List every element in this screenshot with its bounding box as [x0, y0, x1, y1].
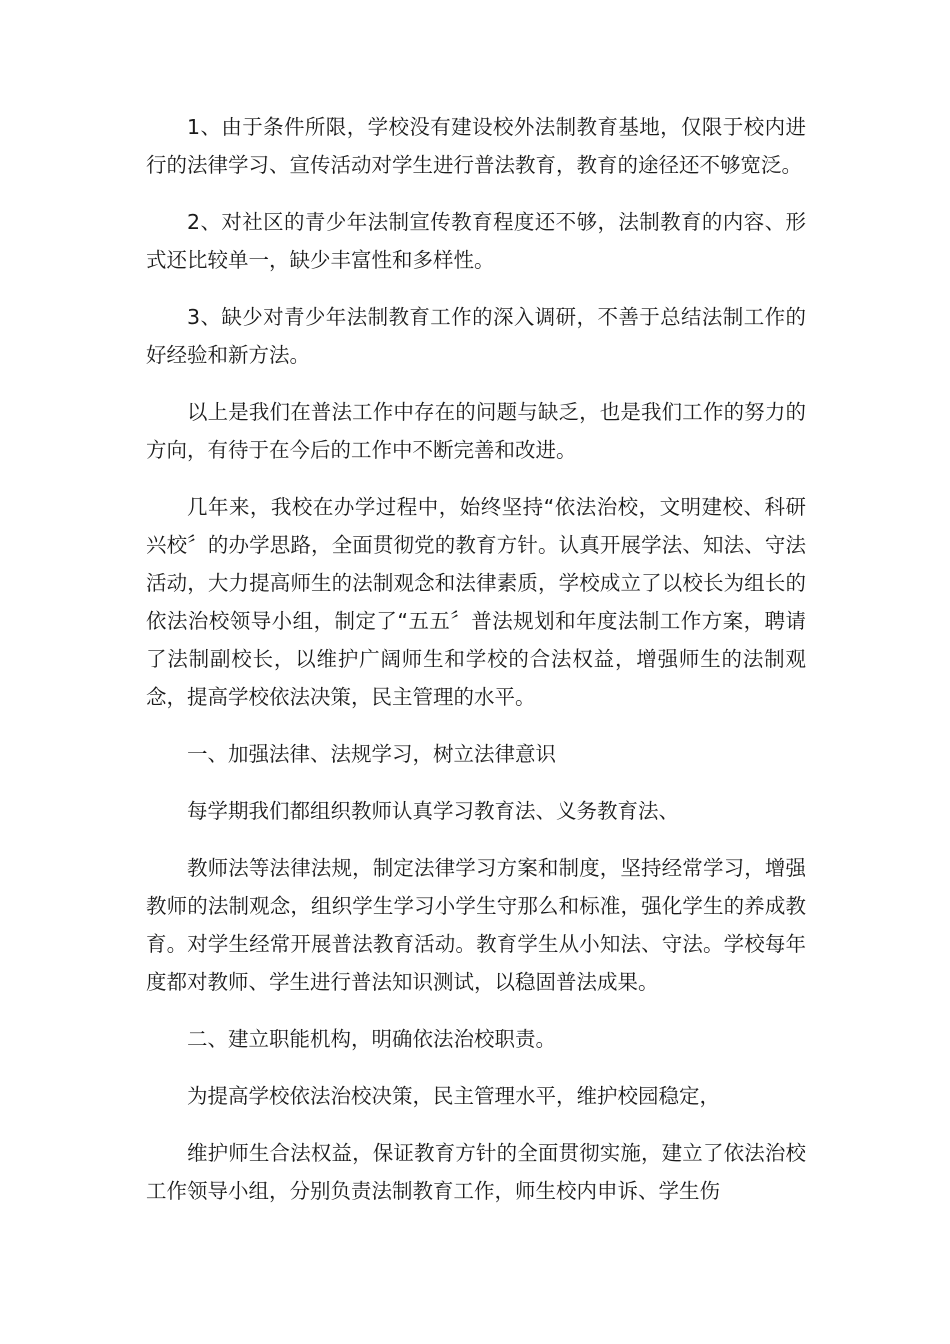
section-heading-1: 一、加强法律、法规学习，树立法律意识 [187, 742, 556, 766]
paragraph-governance-intro: 为提高学校依法治校决策，民主管理水平，维护校园稳定， [187, 1084, 720, 1108]
paragraph-study-intro: 每学期我们都组织教师认真学习教育法、义务教育法、 [187, 799, 679, 823]
section-heading-2: 二、建立职能机构，明确依法治校职责。 [187, 1027, 556, 1051]
paragraph-summary: 以上是我们在普法工作中存在的问题与缺乏，也是我们工作的努力的方向，有待于在今后的工作中不断完善和改进。 [146, 400, 806, 462]
paragraph-issue-2: 2、对社区的青少年法制宣传教育程度还不够，法制教育的内容、形式还比较单一，缺少丰富性和多样性。 [146, 210, 806, 272]
paragraph-issue-3: 3、缺少对青少年法制教育工作的深入调研，不善于总结法制工作的好经验和新方法。 [146, 305, 806, 367]
paragraph-overview: 几年来，我校在办学过程中，始终坚持“依法治校，文明建校、科研兴校〞的办学思路，全面贯彻党的教育方针。认真开展学法、知法、守法活动，大力提高师生的法制观念和法律素质，学校成立了以校长为组长的依法治校领导小组，制定了“五五〞普法规划和年度法制工作方案，聘请了法制副校长，以维护广阔师生和学校的合法权益，增强师生的法制观念，提高学校依法决策，民主管理的水平。 [146, 495, 806, 709]
paragraph-study-detail: 教师法等法律法规，制定法律学习方案和制度，坚持经常学习，增强教师的法制观念，组织学生学习小学生守那么和标准，强化学生的养成教育。对学生经常开展普法教育活动。教育学生从小知法、守法。学校每年度都对教师、学生进行普法知识测试，以稳固普法成果。 [146, 856, 806, 994]
paragraph-issue-1: 1、由于条件所限，学校没有建设校外法制教育基地，仅限于校内进行的法律学习、宣传活动对学生进行普法教育，教育的途径还不够宽泛。 [146, 115, 806, 177]
document-body [146, 108, 806, 1229]
paragraph-governance-detail: 维护师生合法权益，保证教育方针的全面贯彻实施，建立了依法治校工作领导小组，分别负责法制教育工作，师生校内申诉、学生伤 [146, 1141, 806, 1203]
